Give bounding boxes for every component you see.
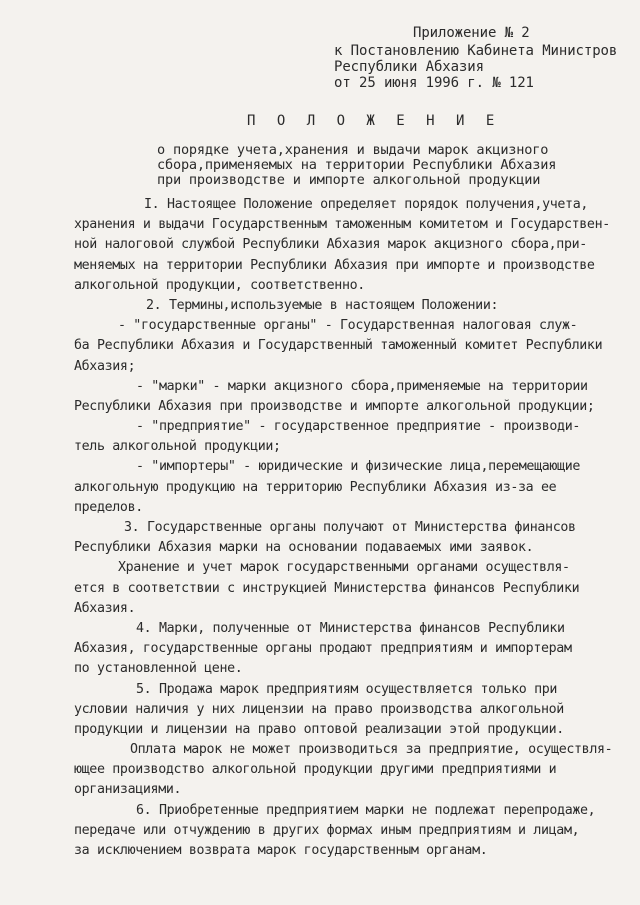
body-line: тель алкогольной продукции; bbox=[74, 439, 281, 455]
subtitle-line: о порядке учета,хранения и выдачи марок акцизного bbox=[157, 142, 549, 158]
body-line: алкогольную продукцию на территорию Республики Абхазия из-за ее bbox=[74, 479, 557, 495]
subtitle-line: сбора,применяемых на территории Республики Абхазия bbox=[157, 157, 557, 173]
body-line: 2. Термины,используемые в настоящем Положении: bbox=[146, 297, 499, 313]
body-line: передаче или отчуждению в других формах иным предприятиям и лицам, bbox=[74, 822, 580, 838]
body-line: - "государственные органы" - Государственная налоговая служ- bbox=[118, 318, 578, 334]
body-line: 3. Государственные органы получают от Министерства финансов bbox=[124, 520, 576, 535]
header-date: от 25 июня 1996 г. № 121 bbox=[334, 75, 534, 91]
body-line: по установленной цене. bbox=[74, 661, 243, 677]
body-line: Республики Абхазия при производстве и импорте алкогольной продукции; bbox=[74, 398, 595, 414]
body-line: 4. Марки, полученные от Министерства финансов Республики bbox=[136, 620, 565, 636]
document-title: П О Л О Ж Е Н И Е bbox=[247, 113, 501, 129]
body-line: хранения и выдачи Государственным таможенным комитетом и Государствен- bbox=[74, 217, 610, 233]
body-line: организациями. bbox=[74, 782, 182, 798]
body-line: - "импортеры" - юридические и физические лица,перемещающие bbox=[136, 459, 581, 475]
header-to-decree: к Постановлению Кабинета Министров bbox=[334, 43, 618, 59]
body-line: ной налоговой службой Республики Абхазия марок акцизного сбора,при- bbox=[74, 237, 587, 253]
body-line: Хранение и учет марок государственными органами осуществля- bbox=[118, 560, 570, 576]
body-line: ется в соответствии с инструкцией Министерства финансов Республики bbox=[74, 580, 580, 596]
body-line: 5. Продажа марок предприятиям осуществляется только при bbox=[136, 681, 558, 697]
body-line: Абхазия, государственные органы продают предприятиям и импортерам bbox=[74, 641, 572, 657]
body-line: ющее производство алкогольной продукции другими предприятиями и bbox=[74, 762, 557, 778]
body-line: Абхазия. bbox=[74, 600, 136, 616]
body-line: 6. Приобретенные предприятием марки не подлежат перепродаже, bbox=[136, 802, 596, 818]
body-line: Оплата марок не может производиться за предприятие, осуществля- bbox=[130, 742, 613, 758]
body-line: - "предприятие" - государственное предприятие - производи- bbox=[136, 419, 581, 435]
body-line: - "марки" - марки акцизного сбора,применяемые на территории bbox=[136, 378, 588, 394]
body-line: пределов. bbox=[74, 499, 143, 515]
body-line: за исключением возврата марок государственным органам. bbox=[74, 843, 488, 858]
body-line: условии наличия у них лицензии на право производства алкогольной bbox=[74, 701, 564, 717]
body-line: продукции и лицензии на право оптовой реализации этой продукции. bbox=[74, 721, 564, 737]
header-republic: Республики Абхазия bbox=[334, 59, 484, 75]
header-annex: Приложение № 2 bbox=[413, 25, 530, 41]
body-line: Республики Абхазия марки на основании подаваемых ими заявок. bbox=[74, 540, 534, 556]
body-line: меняемых на территории Республики Абхазия при импорте и производстве bbox=[74, 257, 595, 273]
body-line: Абхазия; bbox=[74, 358, 136, 374]
subtitle-line: при производстве и импорте алкогольной продукции bbox=[157, 172, 541, 188]
body-line: ба Республики Абхазия и Государственный таможенный комитет Республики bbox=[74, 338, 603, 354]
body-line: алкогольной продукции, соответственно. bbox=[74, 277, 365, 293]
body-line: I. Настоящее Положение определяет порядок получения,учета, bbox=[144, 197, 589, 212]
